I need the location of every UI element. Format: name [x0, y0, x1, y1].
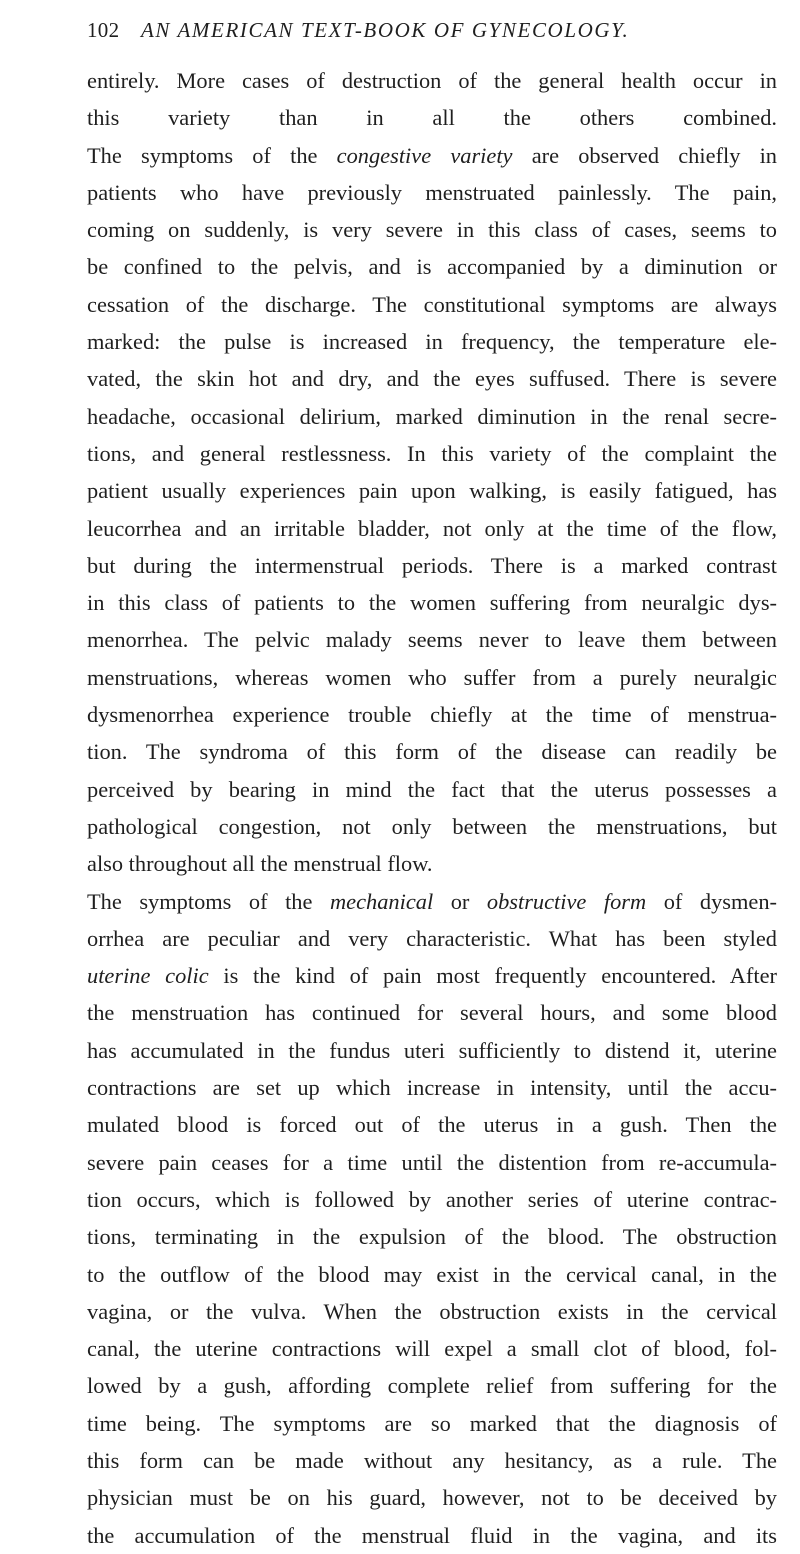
text-line: [87, 1367, 777, 1404]
line-text: menorrhea. The pelvic malady seems never to leave them between: [87, 627, 777, 653]
line-text: mulated blood is forced out of the uterus in a gush. Then the: [87, 1112, 777, 1138]
text-line: [87, 883, 777, 920]
line-text: patients who have previously menstruated painlessly. The pain,: [87, 179, 777, 205]
italic-term: uterine colic: [87, 963, 209, 989]
running-title: AN AMERICAN TEXT-BOOK OF GYNECOLOGY.: [141, 18, 630, 42]
line-text: leucorrhea and an irritable bladder, not only at the time of the flow,: [87, 515, 777, 541]
line-text: The symptoms of the: [87, 142, 337, 168]
text-line: [87, 211, 777, 248]
line-text: coming on suddenly, is very severe in this class of cases, seems to: [87, 217, 777, 243]
line-text: vagina, or the vulva. When the obstruction exists in the cervical: [87, 1298, 777, 1324]
text-line: [87, 398, 777, 435]
text-line: [87, 733, 777, 770]
line-text: this variety than in all the others combined.: [87, 105, 777, 131]
text-line: [87, 957, 777, 994]
text-line: [87, 435, 777, 472]
line-text: patient usually experiences pain upon walking, is easily fatigued, has: [87, 478, 777, 504]
text-line: [87, 1479, 777, 1516]
text-line: [87, 845, 777, 882]
page-number: 102: [87, 18, 120, 42]
italic-term: obstructive form: [486, 888, 647, 914]
text-line: [87, 510, 777, 547]
text-line: [87, 1517, 777, 1554]
italic-term: mechanical: [329, 888, 434, 914]
text-line: [87, 1293, 777, 1330]
line-text: vated, the skin hot and dry, and the eyes suffused. There is severe: [87, 366, 777, 392]
text-line: [87, 584, 777, 621]
text-line: [87, 659, 777, 696]
line-text: the accumulation of the menstrual fluid in the vagina, and its: [87, 1522, 777, 1548]
italic-term: congestive variety: [336, 142, 513, 168]
text-line: [87, 1106, 777, 1143]
line-text: but during the intermenstrual periods. There is a marked contrast: [87, 552, 777, 578]
line-text: this form can be made without any hesitancy, as a rule. The: [87, 1447, 777, 1473]
line-text: are observed chiefly in: [512, 142, 777, 168]
line-text: tion occurs, which is followed by another series of uterine contrac-: [87, 1186, 777, 1212]
text-line: [87, 248, 777, 285]
line-text: perceived by bearing in mind the fact that the uterus possesses a: [87, 776, 777, 802]
text-line: [87, 808, 777, 845]
line-text: marked: the pulse is increased in frequency, the temperature ele-: [87, 329, 777, 355]
text-line: [87, 360, 777, 397]
line-text: headache, occasional delirium, marked diminution in the renal secre-: [87, 403, 777, 429]
text-line: [87, 994, 777, 1031]
line-text: dysmenorrhea experience trouble chiefly at the time of menstrua-: [87, 702, 777, 728]
text-line: [87, 137, 777, 174]
text-line: [87, 472, 777, 509]
text-line: [87, 1181, 777, 1218]
line-text: contractions are set up which increase in intensity, until the accu-: [87, 1075, 777, 1101]
line-text: in this class of patients to the women suffering from neuralgic dys-: [87, 590, 777, 616]
line-text: lowed by a gush, affording complete relief from suffering for the: [87, 1373, 777, 1399]
text-line: [87, 1032, 777, 1069]
text-line: [87, 1442, 777, 1479]
text-line: [87, 99, 777, 136]
text-line: [87, 771, 777, 808]
line-text: canal, the uterine contractions will expel a small clot of blood, fol-: [87, 1336, 777, 1362]
line-text: has accumulated in the fundus uteri sufficiently to distend it, uterine: [87, 1037, 777, 1063]
text-line: [87, 547, 777, 584]
line-text: the menstruation has continued for several hours, and some blood: [87, 1000, 777, 1026]
line-text: menstruations, whereas women who suffer from a purely neuralgic: [87, 664, 777, 690]
line-text: entirely. More cases of destruction of the general health occur in: [87, 68, 777, 93]
line-text: tions, terminating in the expulsion of the blood. The obstruction: [87, 1224, 777, 1250]
text-line: [87, 174, 777, 211]
line-text: time being. The symptoms are so marked that the diagnosis of: [87, 1410, 777, 1436]
line-text: to the outflow of the blood may exist in the cervical canal, in the: [87, 1261, 777, 1287]
line-text: also throughout all the menstrual flow.: [87, 851, 433, 877]
line-text: physician must be on his guard, however, not to be deceived by: [87, 1485, 777, 1511]
line-text: cessation of the discharge. The constitutional symptoms are always: [87, 291, 777, 317]
text-line: [87, 1405, 777, 1442]
text-line: [87, 323, 777, 360]
line-text: tions, and general restlessness. In this variety of the complaint the: [87, 440, 777, 466]
line-text: or: [433, 888, 487, 914]
text-line: [87, 1330, 777, 1367]
line-text: pathological congestion, not only between the menstruations, but: [87, 813, 777, 839]
text-line: [87, 920, 777, 957]
text-line: [87, 1069, 777, 1106]
text-line: [87, 1144, 777, 1181]
running-header: [87, 18, 777, 50]
line-text: be confined to the pelvis, and is accompanied by a diminution or: [87, 254, 777, 280]
line-text: orrhea are peculiar and very characteristic. What has been styled: [87, 925, 777, 951]
line-text: of dysmen-: [646, 888, 777, 914]
text-line: [87, 696, 777, 733]
line-text: is the kind of pain most frequently encountered. After: [208, 963, 777, 989]
text-line: [87, 286, 777, 323]
text-line: [87, 62, 777, 99]
page-body: [87, 62, 777, 1554]
text-line: [87, 1256, 777, 1293]
line-text: severe pain ceases for a time until the distention from re-accumula-: [87, 1149, 777, 1175]
text-line: [87, 621, 777, 658]
line-text: The symptoms of the: [87, 888, 330, 914]
line-text: tion. The syndroma of this form of the disease can readily be: [87, 739, 777, 765]
